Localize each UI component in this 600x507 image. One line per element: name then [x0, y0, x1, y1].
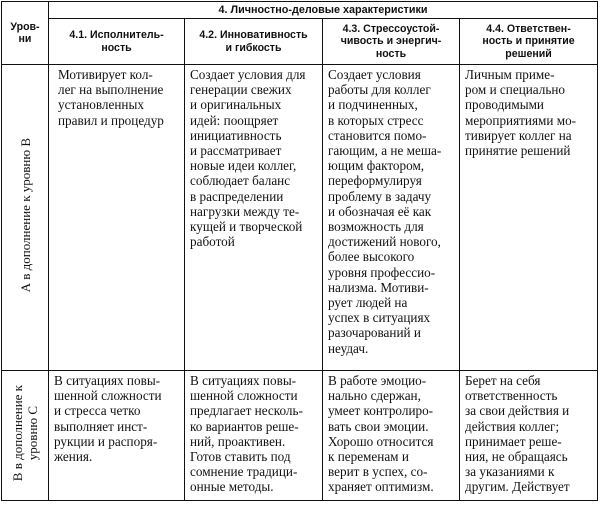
column-header-performance: 4.1. Исполнитель- ность — [49, 19, 185, 65]
column-header-stress-resistance: 4.3. Стрессоустой- чивость и энергич- ность — [323, 19, 460, 65]
column-header-responsibility: 4.4. Ответствен- ность и принятие решений — [460, 19, 598, 65]
table-cell: В ситуациях повы- шенной сложности и стресса четко выполняет инст- рукции и распоря- жения. — [49, 371, 185, 501]
level-label-a: А в дополнение к уровню В — [17, 137, 33, 293]
table-cell: В работе эмоцио- нально сдержан, умеет контролиро- вать свои эмоции. Хорошо относится к переменам и верит в успех, со- храняет оптимизм. — [323, 371, 460, 501]
level-cell-a — [2, 65, 49, 371]
table-row — [2, 65, 598, 371]
table-cell: В ситуациях повы- шенной сложности предлагает несколь- ко вариантов реше- ний, проактивен. Готов ставить под сомнение традици- онные методы. — [185, 371, 323, 501]
table-cell: Личным приме- ром и специально проводимыми мероприятиями мо- тивирует коллег на принятие решений — [460, 65, 598, 371]
section-title: 4. Личностно-деловые характеристики — [49, 2, 598, 19]
level-cell-b — [2, 371, 49, 501]
table-cell: Создает условия работы для коллег и подчиненных, в которых стресс становится помо- гающим, а не меша- ющим фактором, переформулируя проблему в задачу и обозначая её как возможность для достижений нового, более высокого уровня профессио- нализма. Мотиви- рует людей на успех в ситуациях разочарований и неудач. — [323, 65, 460, 371]
table-cell: Мотивирует кол- лег на выполнение установленных правил и процедур — [49, 65, 185, 371]
table-cell: Создает условия для генерации свежих и оригинальных идей: поощряет инициативность и рассматривает новые идеи коллег, соблюдает баланс в распределении нагрузки между те- кущей и творческой работой — [185, 65, 323, 371]
column-header-innovation: 4.2. Инновативность и гибкость — [185, 19, 323, 65]
competency-table — [1, 1, 598, 501]
table-cell: Берет на себя ответственность за свои действия и действия коллег; принимает реше- ния, не обращаясь за указаниями к другим. Действует — [460, 371, 598, 501]
level-label-b: В в дополнение к уровню С — [10, 384, 40, 482]
levels-header-label: Уров- ни — [10, 20, 40, 45]
levels-header — [2, 2, 49, 65]
table-row — [2, 371, 598, 501]
